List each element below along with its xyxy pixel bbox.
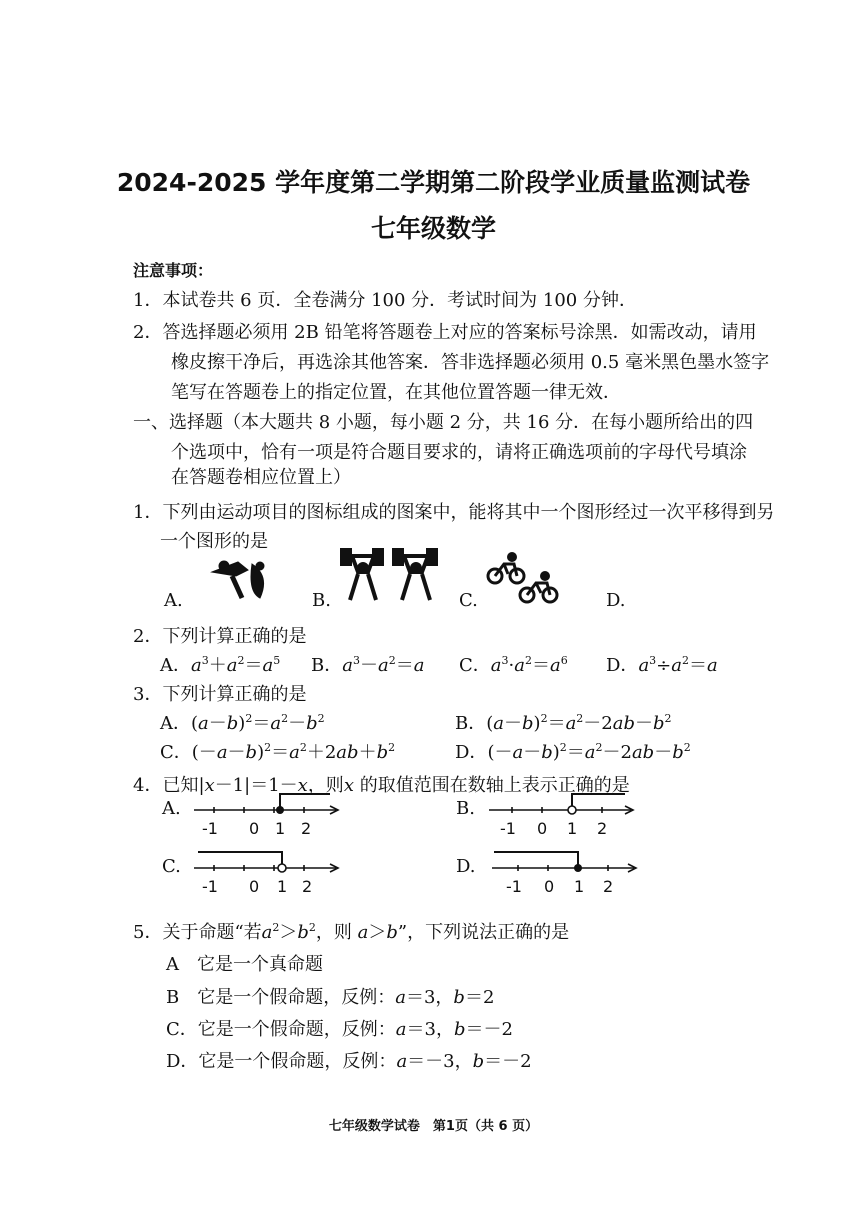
q2-option-d: D．$a^3\div a^2=a$ [606, 654, 718, 676]
q3-option-c-label: C． [160, 742, 192, 763]
q4-option-c-label: C. [162, 856, 181, 877]
q4-stem-mid: ，则 [307, 775, 344, 796]
q4d-solid-point [574, 864, 582, 872]
q4-number-line-a [190, 790, 350, 838]
notice-item-2-line-3: 笔写在答题卷上的指定位置，在其他位置答题一律无效． [171, 382, 621, 403]
q5-option-b-prefix: B 它是一个假命题，反例： [166, 987, 396, 1008]
q4-stem-suffix: 的取值范围在数轴上表示正确的是 [359, 775, 630, 796]
q4-number-line-c [190, 846, 350, 896]
q3-option-c: C．$(-a-b)^2=a^2+2ab+b^2$ [160, 741, 396, 763]
q4c-range-bracket [198, 852, 282, 864]
q3-option-a-label: A． [160, 713, 191, 734]
q4-number-line-b [485, 790, 645, 838]
notice-item-2-line-1: 2．答选择题必须用 2B 铅笔将答题卷上对应的答案标号涂黑．如需改动，请用 [133, 322, 757, 343]
q4c-tick-label-2: 2 [302, 877, 313, 896]
sport-icon-a [212, 561, 264, 598]
q5-stem-suffix: ”，下列说法正确的是 [397, 922, 570, 943]
q5-option-d-prefix: D．它是一个假命题，反例： [166, 1051, 397, 1072]
cyclist-icon-front [520, 573, 557, 603]
exam-title: 2024-2025 学年度第二学期第二阶段学业质量监测试卷 [116, 168, 751, 197]
question-2-stem: 2．下列计算正确的是 [133, 626, 307, 647]
q4a-tick-label-neg1: -1 [202, 819, 218, 838]
q3-option-b: B．$(a-b)^2=a^2-2ab-b^2$ [455, 712, 672, 734]
q4-option-a-label: A. [162, 798, 181, 819]
q1-option-b-label: B. [312, 590, 331, 611]
section-1-heading-line-2: 个选项中，恰有一项是符合题目要求的，请将正确选项前的字母代号填涂 [171, 442, 747, 463]
q1-option-b-figure [340, 548, 440, 606]
notice-item-2-line-2: 橡皮擦干净后，再选涂其他答案．答非选择题必须用 0.5 毫米黑色墨水签字 [171, 352, 770, 373]
notice-item-1: 1．本试卷共 6 页．全卷满分 100 分．考试时间为 100 分钟． [133, 290, 637, 311]
cyclist-icon-back [488, 554, 524, 584]
q3-option-d: D．$(-a-b)^2=a^2-2ab-b^2$ [455, 741, 691, 763]
q4c-axis [194, 864, 338, 872]
q2-option-b-label: B． [311, 655, 343, 676]
page-footer: 七年级数学试卷 第1页（共 6 页） [328, 1119, 539, 1134]
q4d-axis [492, 864, 636, 872]
q5-option-c-prefix: C．它是一个假命题，反例： [166, 1019, 396, 1040]
q5-stem-prefix: 5．关于命题“若 [133, 922, 262, 943]
q4c-tick-label-neg1: -1 [202, 877, 218, 896]
q4b-open-point [568, 806, 576, 814]
q4-option-b-label: B. [456, 798, 475, 819]
q1-option-d-label: D. [606, 590, 626, 611]
question-1-line-1: 1．下列由运动项目的图标组成的图案中，能将其中一个图形经过一次平移得到另 [133, 502, 775, 523]
q4a-tick-label-0: 0 [249, 819, 260, 838]
q1-option-a-label: A. [164, 590, 183, 611]
q3-option-b-label: B． [455, 713, 487, 734]
q5-option-c: C．它是一个假命题，反例：a＝3，b＝－2 [166, 1019, 513, 1040]
q4d-tick-label-neg1: -1 [506, 877, 522, 896]
q4b-range-bracket [572, 794, 625, 806]
q4c-open-point [278, 864, 286, 872]
q2-option-a-label: A． [160, 655, 191, 676]
q5-option-b: B 它是一个假命题，反例：a＝3，b＝2 [166, 987, 495, 1008]
q4c-tick-label-0: 0 [249, 877, 260, 896]
q4d-tick-label-0: 0 [544, 877, 555, 896]
q4a-range-bracket [280, 794, 330, 810]
q2-option-d-label: D． [606, 655, 639, 676]
q2-option-c: C．$a^3\cdot a^2=a^6$ [459, 654, 568, 676]
q4b-tick-label-neg1: -1 [500, 819, 516, 838]
q4d-tick-label-1: 1 [574, 877, 585, 896]
q4d-tick-label-2: 2 [603, 877, 614, 896]
q4b-tick-label-2: 2 [597, 819, 608, 838]
q4a-tick-label-1: 1 [275, 819, 286, 838]
question-5-stem: 5．关于命题“若$a^2>b^2$，则 a＞b”，下列说法正确的是 [133, 921, 570, 943]
q1-option-a-figure [208, 556, 276, 604]
q2-option-c-label: C． [459, 655, 491, 676]
q4b-tick-label-0: 0 [537, 819, 548, 838]
section-1-heading-line-3: 在答题卷相应位置上） [171, 467, 351, 488]
exam-subtitle: 七年级数学 [370, 214, 496, 243]
q3-option-d-label: D． [455, 742, 488, 763]
q4b-tick-label-1: 1 [567, 819, 578, 838]
q4b-axis [489, 806, 633, 814]
q4a-solid-point [276, 806, 284, 814]
notice-heading: 注意事项： [133, 261, 214, 280]
section-1-heading-line-1: 一、选择题（本大题共 8 小题，每小题 2 分，共 16 分．在每小题所给出的四 [133, 412, 754, 433]
q4-option-d-label: D. [456, 856, 476, 877]
question-1-line-2: 一个图形的是 [160, 531, 268, 552]
weightlifter-icon-left [342, 550, 382, 600]
q1-option-c-label: C. [459, 590, 478, 611]
q4a-axis [194, 806, 338, 814]
q3-option-a: A．$(a-b)^2=a^2-b^2$ [160, 712, 325, 734]
question-4-stem: 4．已知|x－1|＝1－x，则x 的取值范围在数轴上表示正确的是 [133, 775, 630, 796]
q1-option-c-figure [486, 552, 562, 606]
q4c-tick-label-1: 1 [277, 877, 288, 896]
q4-number-line-d [488, 846, 648, 896]
q4d-range-bracket [494, 852, 578, 868]
q4-stem-prefix: 4．已知 [133, 775, 199, 796]
q4a-tick-label-2: 2 [301, 819, 312, 838]
q2-option-b: B．$a^3-a^2=a$ [311, 654, 425, 676]
q5-option-d: D．它是一个假命题，反例：a＝－3，b＝－2 [166, 1051, 532, 1072]
weightlifter-icon-right [394, 550, 436, 600]
q2-option-a: A．$a^3+a^2=a^5$ [160, 654, 281, 676]
question-3-stem: 3．下列计算正确的是 [133, 684, 307, 705]
q5-option-a: A 它是一个真命题 [166, 954, 323, 975]
